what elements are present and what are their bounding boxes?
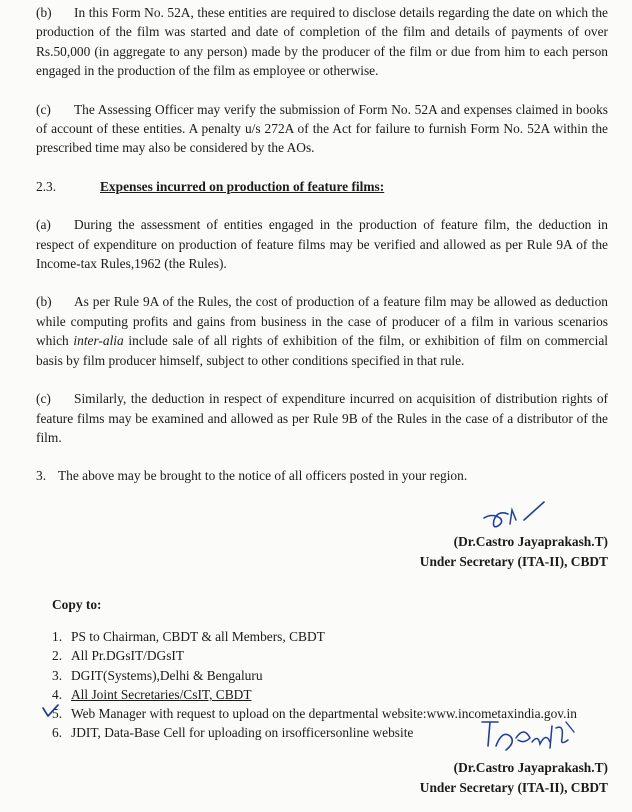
document-body (36, 3, 608, 486)
list-item-number: 6. (52, 725, 63, 741)
signatory-name: (Dr.Castro Jayaprakash.T) (453, 534, 608, 549)
list-item-text: PS to Chairman, CBDT & all Members, CBDT (71, 629, 325, 644)
paragraph-text-italic: inter-alia (73, 333, 124, 349)
paragraph-label: (a) (36, 217, 51, 233)
list-item-number: 3. (52, 667, 63, 683)
paragraph-b-form52a (36, 3, 608, 81)
list-item-text: All Joint Secretaries/CsIT, CBDT (71, 686, 252, 702)
list-item (52, 646, 577, 665)
paragraph-a-assessment (36, 215, 608, 273)
handwritten-initials (478, 496, 554, 536)
paragraph-text: Similarly, the deduction in respect of expenditure incurred on acquisition of distribution rights of feature films may be examined and allowed as per Rule 9B of the Rules in the case of a distributor of the film. (36, 391, 608, 445)
paragraph-text: The above may be brought to the notice of all officers posted in your region. (58, 468, 468, 484)
paragraph-text-after: include sale of all rights of exhibition of the film, or exhibition of film on commercial basis by film producer himself, subject to other conditions specified in that rule. (36, 333, 608, 368)
section-number: 2.3. (36, 178, 57, 194)
paragraph-label: (c) (36, 391, 51, 407)
list-item (52, 685, 577, 704)
paragraph-label: (b) (36, 5, 52, 20)
paragraph-b-rule-9a (36, 292, 608, 370)
list-item-number: 1. (52, 629, 63, 644)
list-item (52, 666, 577, 685)
paragraph-text: In this Form No. 52A, these entities are required to disclose details regarding the date on which the production of the film was started and date of completion of the film and details of payments of over Rs.50,000 (in aggregate to any person) made by the producer of the film or due from him to each person engaged in the production of the film as employee or otherwise. (36, 5, 608, 79)
paragraph-c-assessing-officer (36, 100, 608, 158)
signatory-designation: Under Secretary (ITA-II), CBDT (419, 554, 608, 569)
copy-to-heading: Copy to: (52, 597, 102, 612)
paragraph-label: (b) (36, 294, 52, 310)
paragraph-label: 3. (36, 468, 47, 484)
list-item-text: JDIT, Data-Base Cell for uploading on irsofficersonline website (71, 725, 414, 741)
signature-block-1 (420, 532, 608, 572)
signatory-name: (Dr.Castro Jayaprakash.T) (453, 760, 608, 775)
list-item-number: 5. (52, 706, 63, 722)
list-item (52, 723, 577, 742)
signature-block-2 (420, 758, 608, 798)
paragraph-text: During the assessment of entities engaged in the production of feature film, the deduction in respect of expenditure on production of feature films may be verified and allowed as per Rule 9A of the Income-tax Rules,1962 (the Rules). (36, 217, 608, 272)
paragraph-text: The Assessing Officer may verify the submission of Form No. 52A and expenses claimed in books of account of these entities. A penalty u/s 272A of the Act for failure to furnish Form No. 52A within the prescribed time may also be considered by the AOs. (36, 101, 608, 156)
paragraph-3-notice (36, 466, 608, 485)
list-item-text: Web Manager with request to upload on the departmental website:www.incometaxindia.gov.in (71, 706, 577, 722)
signatory-designation: Under Secretary (ITA-II), CBDT (419, 780, 608, 795)
copy-to-list (52, 627, 577, 743)
list-item-text: DGIT(Systems),Delhi & Bengaluru (71, 667, 263, 683)
paragraph-text-before: As per Rule 9A of the Rules, the cost of production of a feature film may be allowed as deduction while computing profits and gains from business in the case of producer of a film in various scenarios which (36, 294, 608, 349)
list-item-number: 4. (52, 686, 63, 702)
list-item-text: All Pr.DGsIT/DGsIT (71, 648, 185, 664)
section-heading-2-3 (36, 177, 608, 196)
section-title: Expenses incurred on production of feature films: (100, 178, 385, 194)
paragraph-c-rule-9b (36, 389, 608, 447)
list-item (52, 704, 577, 723)
list-item-number: 2. (52, 648, 63, 664)
paragraph-label: (c) (36, 101, 51, 117)
list-item (52, 627, 577, 646)
